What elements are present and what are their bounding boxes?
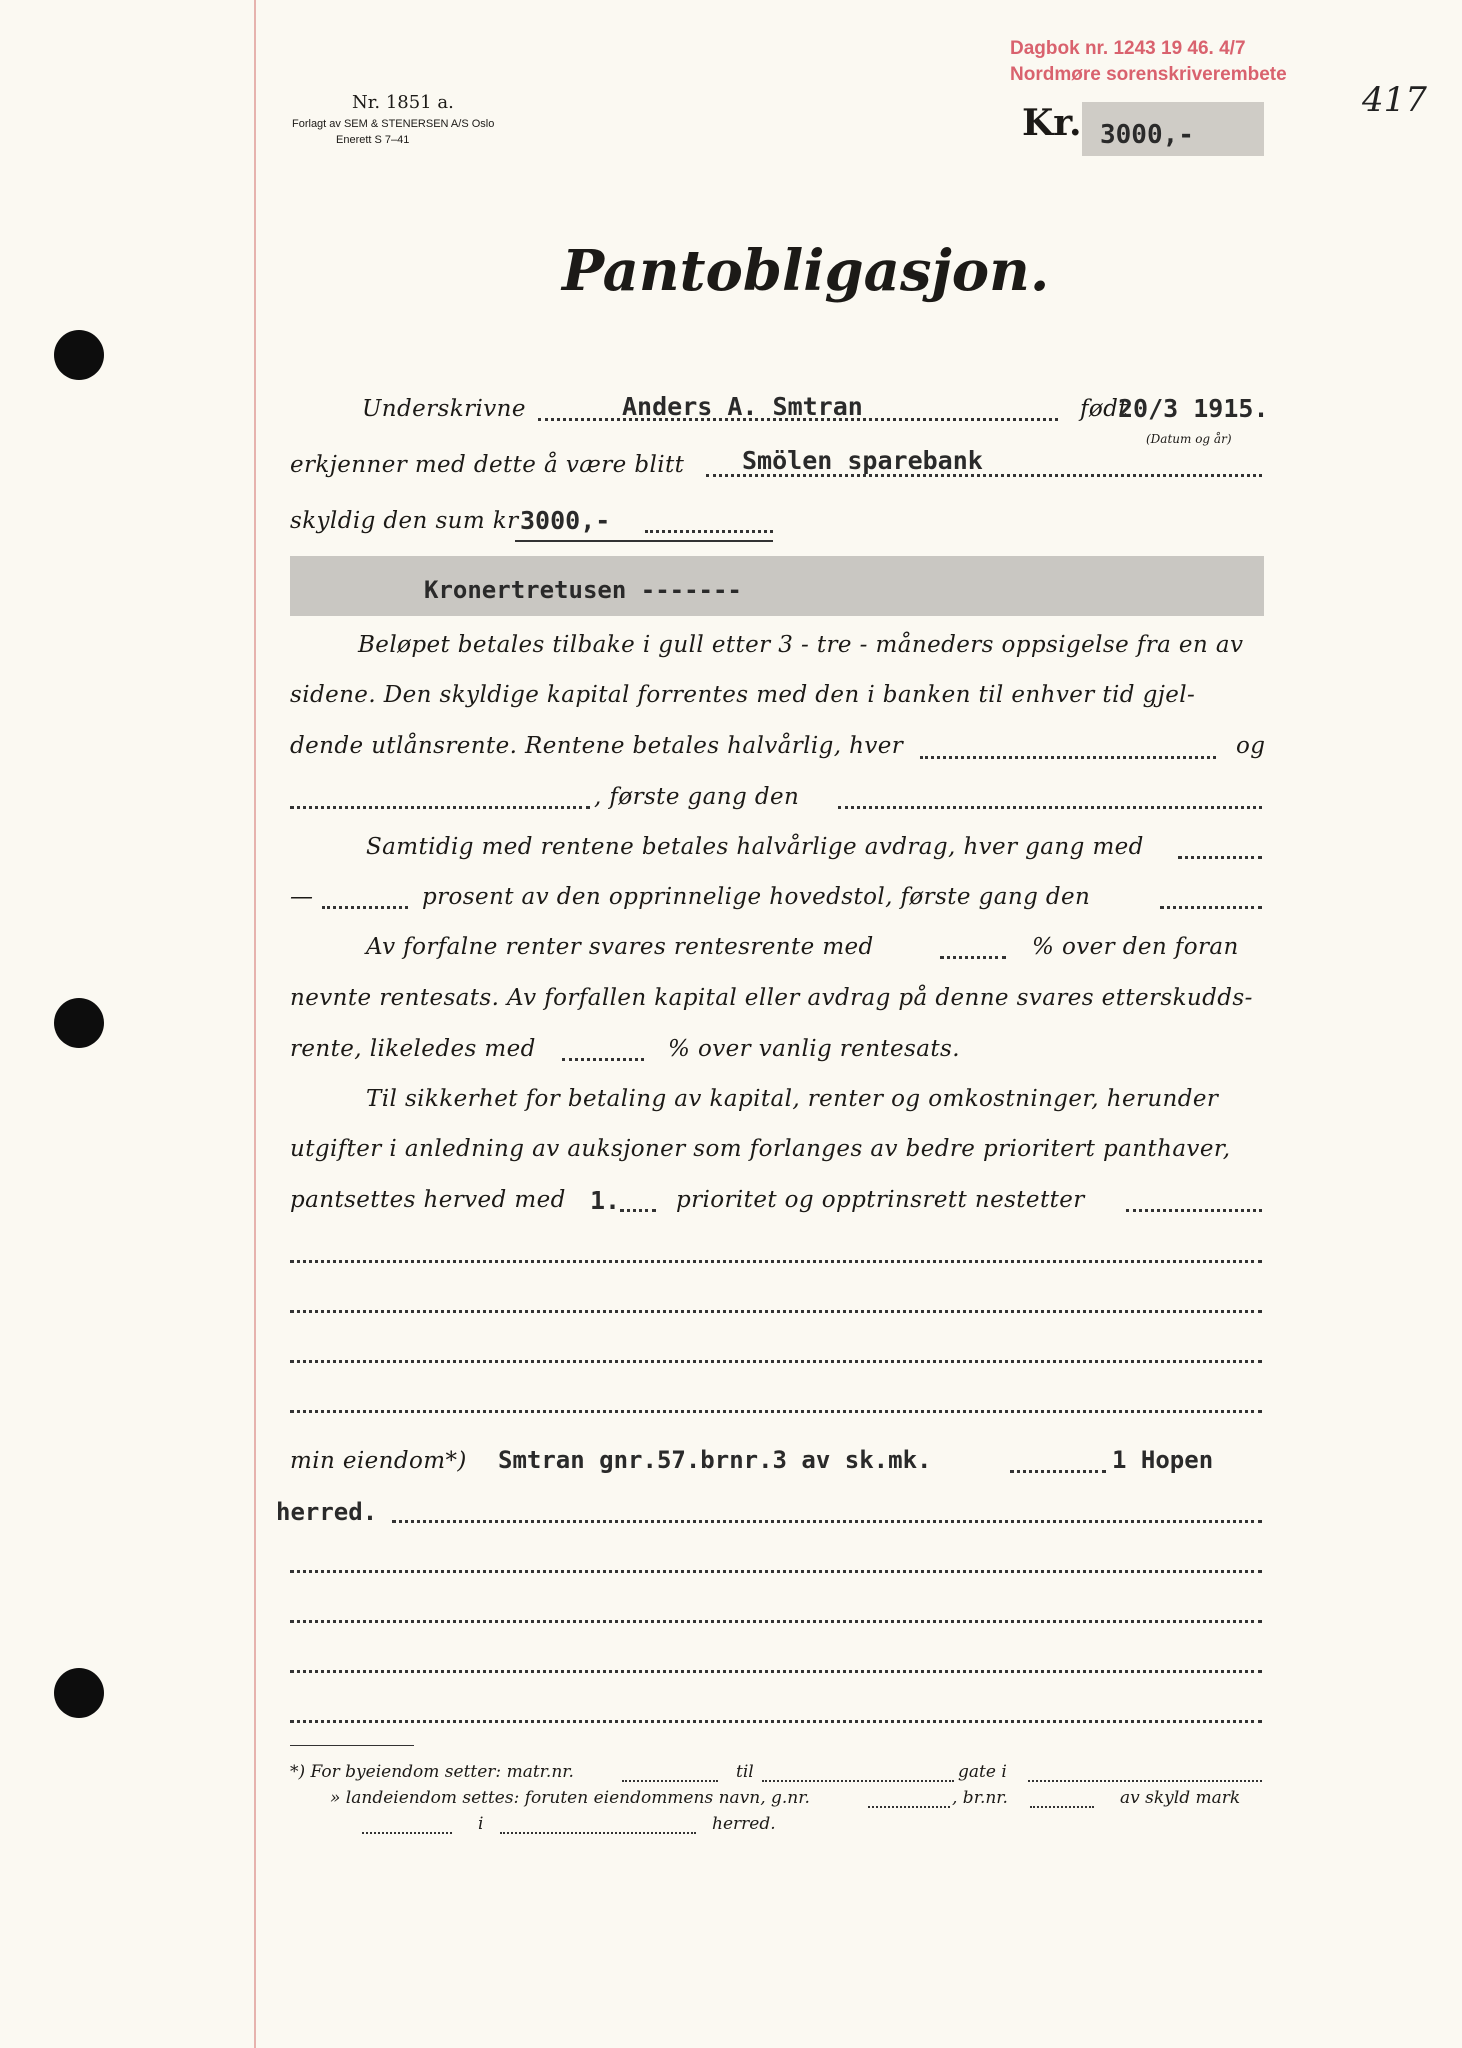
footnote-line-1b: til [736,1762,754,1782]
amount-label: Kr. [1022,102,1082,144]
percent-line [322,906,408,909]
margin-line [254,0,256,2048]
footnote-line-3: i [478,1814,484,1834]
body-line-9-end: % over vanlig rentesats. [668,1036,960,1062]
sum-line [645,530,773,533]
footnote-line-1c: gate i [958,1762,1007,1782]
property-line [1010,1470,1106,1473]
body-line-4: , første gang den [594,784,800,810]
body-line-6: prosent av den opprinnelige hovedstol, første gang den [422,884,1091,910]
punch-hole [54,1668,104,1718]
sum-underline [515,540,773,542]
body-line-3: dende utlånsrente. Rentene betales halvårlig, hver [290,733,904,759]
sum-value: 3000,- [520,506,611,535]
acknowledges-label: erkjenner med dette å være blitt [290,452,685,478]
footnote-dots [1028,1780,1262,1782]
property-label: min eiendom*) [290,1448,467,1474]
body-line-5: Samtidig med rentene betales halvårlige avdrag, hver gang med [366,834,1144,860]
prior-claims-line [1126,1209,1262,1212]
body-line-2: sidene. Den skyldige kapital forrentes med den i banken til enhver tid gjel- [290,682,1196,708]
sum-words: Kronertretusen ------- [424,576,742,604]
publisher-line: Forlagt av SEM & STENERSEN A/S Oslo [292,118,495,130]
interval-line [920,756,1216,759]
property-value: Smtran gnr.57.brnr.3 av sk.mk. [498,1446,932,1474]
footnote-line-2b: , br.nr. [952,1788,1008,1808]
blank-line [290,1360,1262,1363]
footnote-line-3b: herred. [712,1814,776,1834]
body-line-6-dash: — [290,884,314,910]
undersigned-value: Anders A. Smtran [622,392,863,421]
undersigned-label: Underskrivne [362,396,526,422]
punch-hole [54,998,104,1048]
footnote-dots [868,1806,950,1808]
blank-line [290,1410,1262,1413]
born-value: 20/3 1915. [1118,394,1269,423]
registry-stamp-line1: Dagbok nr. 1243 19 46. 4/7 [1010,38,1246,59]
blank-line [290,1670,1262,1673]
body-line-9: rente, likeledes med [290,1036,536,1062]
footnote-line-1: *) For byeiendom setter: matr.nr. [290,1762,574,1782]
blank-line [290,1260,1262,1263]
date-hint: (Datum og år) [1146,432,1232,446]
owes-label: skyldig den sum kr [290,508,519,534]
interest-rate-line [940,956,1006,959]
document-title: Pantobligasjon. [562,238,1050,304]
body-line-1: Beløpet betales tilbake i gull etter 3 - tre - måneders oppsigelse fra en av [358,632,1244,658]
priority-value: 1. [590,1186,621,1215]
footnote-dots [762,1780,954,1782]
property-value-municipality: 1 Hopen [1112,1446,1214,1474]
body-line-3-end: og [1236,733,1266,759]
blank-line [392,1520,1262,1523]
first-payment-line [290,806,590,809]
body-line-7-end: % over den foran [1032,934,1239,960]
blank-line [290,1720,1262,1723]
amount-value: 3000,- [1100,120,1194,150]
enerett-line: Enerett S 7–41 [336,134,410,146]
creditor-value: Smölen sparebank [742,446,983,475]
blank-line [290,1570,1262,1573]
footnote-dots [500,1832,696,1834]
blank-line [290,1310,1262,1313]
footnote-dots [1030,1806,1094,1808]
first-date-line [838,806,1262,809]
punch-hole [54,330,104,380]
footnote-dots [362,1832,452,1834]
footnote-line-2c: av skyld mark [1120,1788,1241,1808]
overdue-rate-line [562,1058,644,1061]
footnote-line-2: » landeiendom settes: foruten eiendommens navn, g.nr. [330,1788,810,1808]
body-line-7: Av forfalne renter svares rentesrente med [366,934,874,960]
footnote-dots [622,1780,718,1782]
body-line-12: pantsettes herved med [290,1187,566,1213]
registry-stamp-line2: Nordmøre sorenskriverembete [1010,64,1287,85]
form-number: Nr. 1851 a. [352,92,454,113]
body-line-8: nevnte rentesats. Av forfallen kapital eller avdrag på denne svares etterskudds- [290,985,1253,1011]
installment-date-line [1160,906,1262,909]
born-label: født [1080,396,1128,422]
blank-line [290,1620,1262,1623]
herred-value: herred. [276,1498,378,1526]
priority-line [620,1209,656,1212]
body-line-11: utgifter i anledning av auksjoner som forlanges av bedre prioritert panthaver, [290,1136,1231,1162]
installment-line [1178,856,1262,859]
page-number: 417 [1362,80,1427,120]
body-line-10: Til sikkerhet for betaling av kapital, renter og omkostninger, herunder [366,1086,1219,1112]
footnote-rule [290,1745,414,1746]
body-line-12-end: prioritet og opptrinsrett nestetter [676,1187,1085,1213]
